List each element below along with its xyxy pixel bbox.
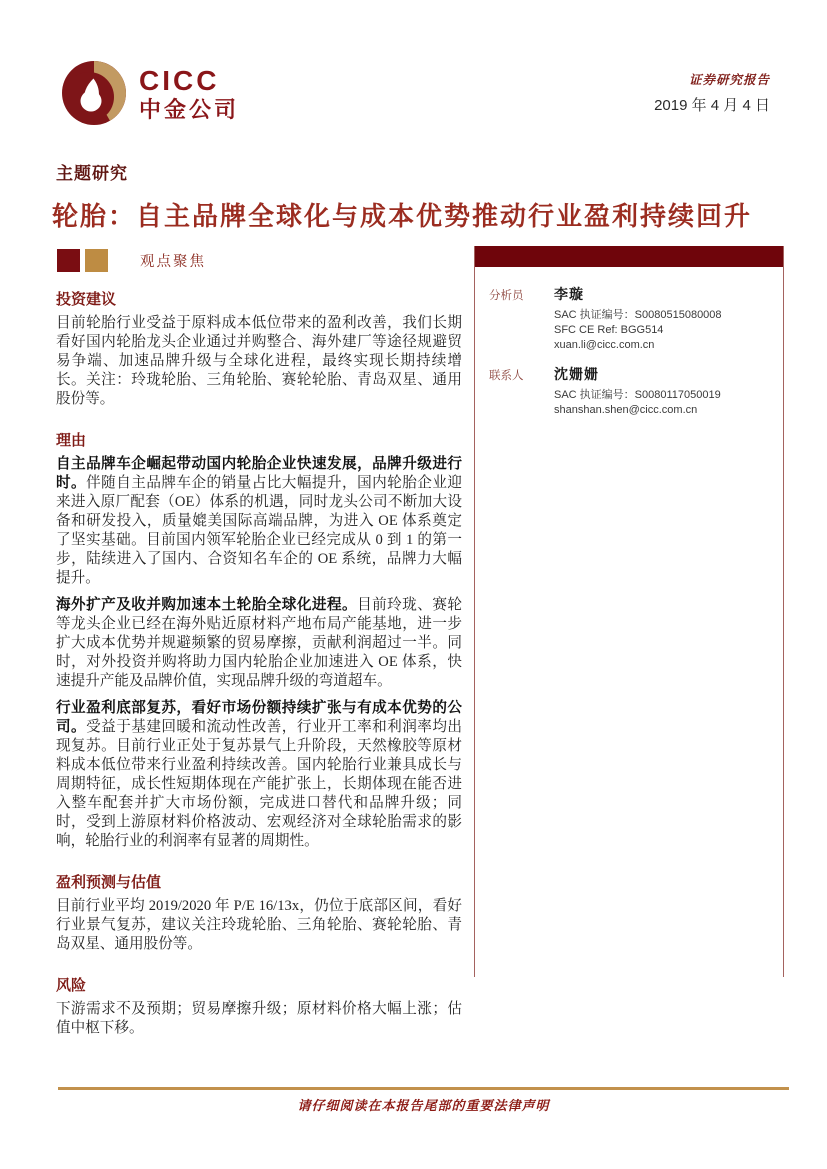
person-sfc-ref: SFC CE Ref: BGG514	[554, 324, 664, 336]
person-role-label: 分析员	[489, 290, 524, 302]
paragraph	[56, 1000, 462, 1038]
paragraph	[56, 455, 462, 588]
report-body-column	[56, 288, 462, 1058]
section-rationale	[56, 429, 462, 851]
paragraph	[56, 314, 462, 409]
section-heading: 投资建议	[56, 292, 117, 308]
section-investment-advice	[56, 288, 462, 409]
paragraph-text: 目前轮胎行业受益于原料成本低位带来的盈利改善，我们长期看好国内轮胎龙头企业通过并购整合、海外建厂等途径规避贸易争端、加速品牌升级与全球化进程，最终实现长期持续增长。关注：玲珑轮胎、三角轮胎、赛轮轮胎、青岛双星、通用股份等。	[56, 315, 462, 407]
paragraph	[56, 596, 462, 691]
paragraph-lead: 行业盈利底部复苏，看好市场份额持续扩张与有成本优势的公司。	[56, 700, 462, 735]
section-risks	[56, 974, 462, 1038]
brand-text	[139, 67, 239, 121]
focus-label: 观点聚焦	[140, 254, 206, 270]
person-email: xuan.li@cicc.com.cn	[554, 339, 655, 351]
paragraph-text: 目前玲珑、赛轮等龙头企业已经在海外贴近原材料产地布局产能基地，进一步扩大成本优势并规避频繁的贸易摩擦，贡献利润超过一半。同时，对外投资并购将助力国内轮胎企业加速进入 OE 体系，快速提升产能及品牌价值，实现品牌升级的弯道超车。	[56, 597, 462, 689]
paragraph	[56, 897, 462, 954]
analyst-panel-bar	[475, 246, 783, 267]
paragraph-lead: 海外扩产及收并购加速本土轮胎全球化进程。	[56, 597, 358, 613]
person-role-label: 联系人	[489, 370, 524, 382]
analyst-panel	[474, 246, 784, 977]
section-heading: 风险	[56, 978, 87, 994]
person-name: 李璇	[554, 288, 584, 303]
category-heading: 主题研究	[56, 164, 128, 183]
focus-marker-dark-square	[57, 249, 80, 272]
paragraph-text: 目前行业平均 2019/2020 年 P/E 16/13x，仍位于底部区间，看好行业景气复苏，建议关注玲珑轮胎、三角轮胎、赛轮轮胎、青岛双星、通用股份等。	[56, 898, 462, 952]
footer-disclaimer: 请仔细阅读在本报告尾部的重要法律声明	[297, 1098, 550, 1113]
cicc-logo-icon	[62, 61, 126, 125]
brand-wordmark: CICC	[139, 65, 220, 96]
person-row-contact	[489, 364, 773, 418]
section-heading: 盈利预测与估值	[56, 875, 162, 891]
paragraph	[56, 699, 462, 851]
section-heading: 理由	[56, 433, 87, 449]
person-info	[554, 364, 721, 418]
paragraph-text: 受益于基建回暖和流动性改善，行业开工率和利润率均出现复苏。目前行业正处于复苏景气上升阶段，天然橡胶等原材料成本低位带来行业盈利持续改善。国内轮胎行业兼具成长与周期特征，成长性短期体现在产能扩张上，长期体现在能否进入整车配套并扩大市场份额，完成进口替代和品牌升级；同时，受到上游原材料价格波动、宏观经济对全球轮胎需求的影响，轮胎行业的利润率有显著的周期性。	[56, 719, 462, 849]
report-title: 轮胎：自主品牌全球化与成本优势推动行业盈利持续回升	[52, 202, 753, 231]
header-meta	[654, 70, 770, 115]
section-earnings-valuation	[56, 871, 462, 954]
paragraph-text: 伴随自主品牌车企的销量占比大幅提升，国内轮胎企业迎来进入原厂配套（OE）体系的机遇，同时龙头公司不断加大设备和研发投入，质量媲美国际高端品牌，为进入 OE 体系奠定了坚实基础。目前国内领军轮胎企业已经完成从 0 到 1 的第一步，陆续进入了国内、合资知名车企的 OE 系统，品牌力大幅提升。	[56, 475, 462, 586]
contact-list	[475, 267, 783, 418]
person-name: 沈姗姗	[554, 368, 599, 383]
person-sac-number: SAC 执证编号：S0080117050019	[554, 389, 721, 401]
paragraph-text: 下游需求不及预期；贸易摩擦升级；原材料价格大幅上涨；估值中枢下移。	[56, 1001, 462, 1036]
report-type-label: 证券研究报告	[688, 73, 770, 87]
person-info	[554, 284, 722, 353]
focus-marker-gold-square	[85, 249, 108, 272]
report-date: 2019 年 4 月 4 日	[654, 97, 770, 114]
person-sac-number: SAC 执证编号：S0080515080008	[554, 309, 722, 321]
person-row-analyst	[489, 284, 773, 353]
brand-name-cn: 中金公司	[139, 97, 240, 122]
paragraph-lead: 自主品牌车企崛起带动国内轮胎企业快速发展，品牌升级进行时。	[56, 456, 462, 491]
person-email: shanshan.shen@cicc.com.cn	[554, 404, 698, 416]
focus-row	[57, 249, 206, 272]
footer-gold-rule	[58, 1087, 789, 1090]
